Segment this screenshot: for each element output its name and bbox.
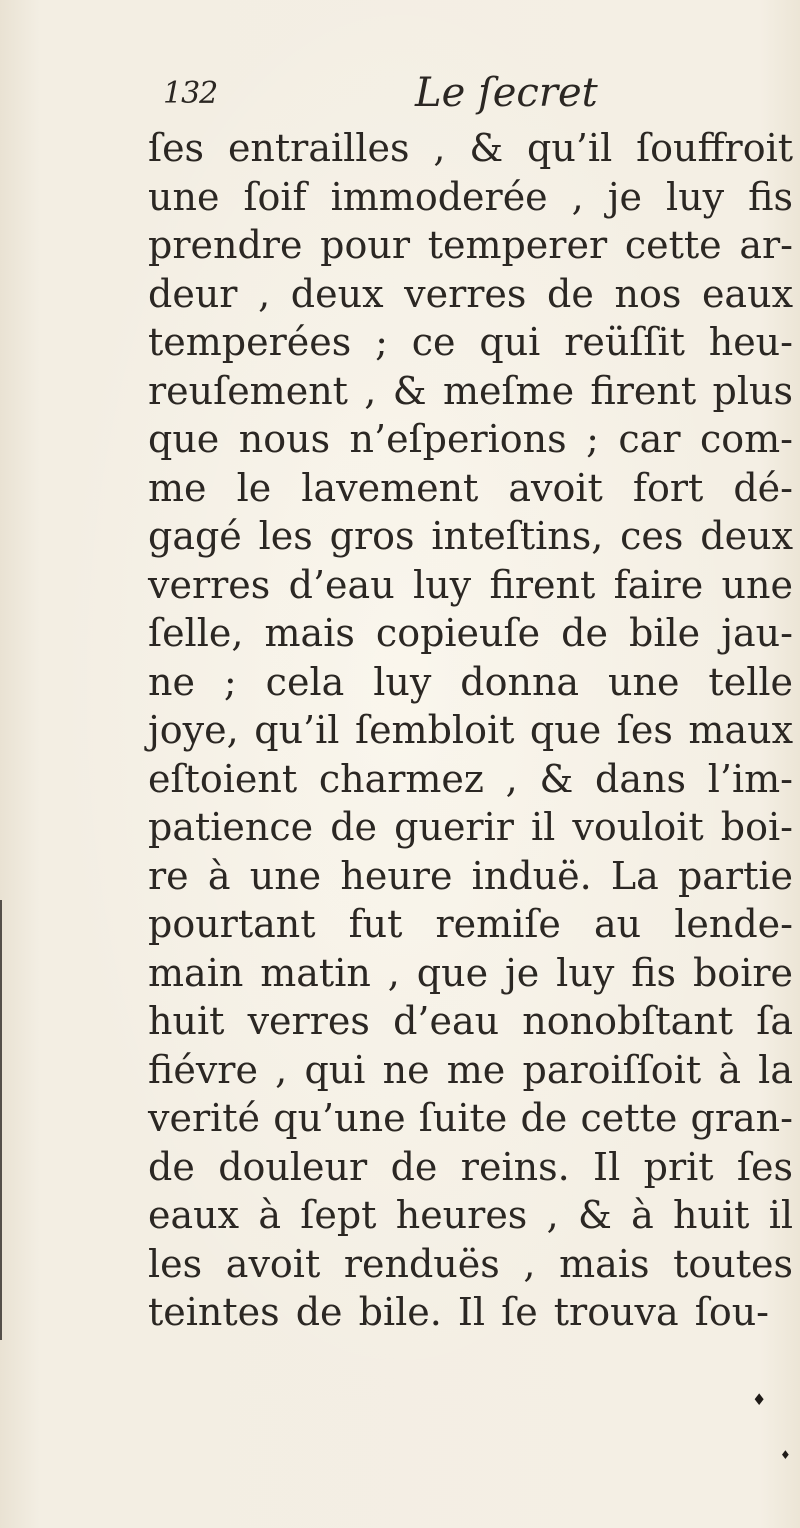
text-line: fiévre , qui ne me paroiſſoit à la [148, 1047, 793, 1092]
page-edge-shadow [0, 900, 12, 1340]
body-text [148, 124, 793, 1337]
text-line: huit verres d’eau nonobſtant ſa [148, 999, 793, 1043]
page-header [0, 70, 800, 120]
text-line: eſtoient charmez , & dans l’im- [148, 756, 793, 801]
text-line: gagé les gros inteſtins, ces deux [148, 514, 793, 558]
text-line: deur , deux verres de nos eaux [148, 271, 793, 316]
text-line: verres d’eau luy firent faire une [148, 562, 793, 607]
text-line: me le lavement avoit fort dé- [148, 465, 793, 510]
text-line: pourtant fut remiſe au lende- [148, 902, 793, 946]
text-line: ne ; cela luy donna une telle [148, 659, 793, 704]
text-line: eaux à ſept heures , & à huit il [148, 1193, 793, 1237]
text-line: temperées ; ce qui reüſſit heu- [148, 320, 793, 364]
text-line: teintes de bile. Il ſe trouva ſou- [148, 1290, 770, 1334]
text-line: de douleur de reins. Il prit ſes [148, 1144, 793, 1189]
text-line: que nous n’eſperions ; car com- [148, 417, 793, 461]
signature-mark: ♦ [752, 1390, 767, 1409]
text-line: ſelle, mais copieuſe de bile jau- [148, 611, 793, 655]
text-line: prendre pour temperer cette ar- [148, 223, 793, 267]
text-line: reuſement , & meſme firent plus [148, 368, 793, 413]
running-head: Le ſecret [415, 70, 598, 116]
text-line: main matin , que je luy fis boire [148, 950, 793, 995]
text-line: une ſoif immoderée , je luy fis [148, 174, 793, 219]
text-line: verité qu’une ſuite de cette gran- [148, 1096, 793, 1140]
small-mark: ♦ [780, 1448, 791, 1462]
text-line: joye, qu’il ſembloit que ſes maux [148, 708, 793, 752]
text-line: re à une heure induë. La partie [148, 853, 793, 898]
page-number: 132 [163, 76, 218, 111]
text-line: les avoit renduës , mais toutes [148, 1241, 793, 1286]
text-line: patience de guerir il vouloit boi- [148, 805, 793, 849]
text-line: ſes entrailles , & qu’il ſouffroit [148, 126, 793, 170]
